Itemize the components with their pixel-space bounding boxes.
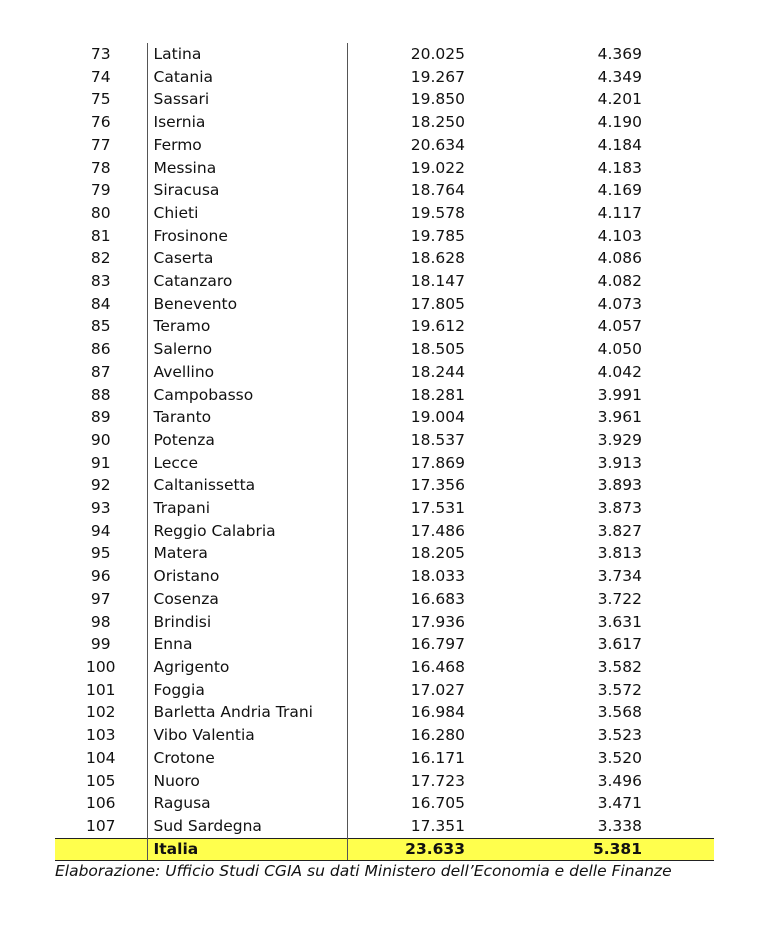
value1-cell: 20.634 [410,135,465,154]
table-row [55,565,714,588]
province-cell: Caserta [147,247,347,270]
rank-cell: 73 [55,43,147,66]
province-cell: Isernia [147,111,347,134]
rank-cell: 90 [55,429,147,452]
rank-cell: 78 [55,157,147,180]
value2-cell: 4.183 [597,158,642,177]
table-row [55,361,714,384]
table-row [55,770,714,793]
province-cell: Teramo [147,315,347,338]
province-cell: Nuoro [147,770,347,793]
rank-cell: 98 [55,611,147,634]
rank-cell: 82 [55,247,147,270]
table-row [55,88,714,111]
value1-cell: 17.486 [410,521,465,540]
table-row [55,474,714,497]
value2-cell: 3.338 [597,816,642,835]
table-row [55,157,714,180]
value2-cell: 4.073 [597,294,642,313]
value2-cell: 3.520 [597,748,642,767]
rank-cell: 96 [55,565,147,588]
rank-cell: 80 [55,202,147,225]
table-row [55,270,714,293]
value1-cell: 20.025 [410,45,465,63]
table-row [55,315,714,338]
value1-cell: 19.004 [410,408,465,427]
table-row [55,815,714,838]
rank-cell: 106 [55,792,147,815]
value2-cell: 4.057 [597,317,642,336]
province-cell: Campobasso [147,384,347,407]
province-cell: Matera [147,542,347,565]
province-cell: Trapani [147,497,347,520]
province-cell: Ragusa [147,792,347,815]
total-value1: 23.633 [347,838,529,860]
rank-cell: 87 [55,361,147,384]
value1-cell: 18.244 [410,362,465,381]
rank-cell: 105 [55,770,147,793]
rank-cell: 103 [55,724,147,747]
province-cell: Barletta Andria Trani [147,701,347,724]
rank-cell: 101 [55,679,147,702]
value2-cell: 3.913 [597,453,642,472]
table-row [55,111,714,134]
rank-cell: 104 [55,747,147,770]
table-row [55,338,714,361]
value2-cell: 3.722 [597,589,642,608]
province-cell: Avellino [147,361,347,384]
total-value2: 5.381 [529,838,714,860]
rank-cell: 95 [55,542,147,565]
table-row [55,611,714,634]
value2-cell: 3.523 [597,726,642,745]
value2-cell: 4.086 [597,249,642,268]
value2-cell: 3.961 [597,408,642,427]
rank-cell: 92 [55,474,147,497]
province-cell: Siracusa [147,179,347,202]
table-row [55,429,714,452]
rank-cell: 97 [55,588,147,611]
table-row [55,66,714,89]
table-row [55,633,714,656]
value2-cell: 3.582 [597,657,642,676]
value2-cell: 3.617 [597,635,642,654]
value1-cell: 16.468 [410,657,465,676]
value1-cell: 18.033 [410,567,465,586]
value2-cell: 4.042 [597,362,642,381]
table-row [55,701,714,724]
ranking-table [55,43,714,861]
province-cell: Sassari [147,88,347,111]
table-row [55,293,714,316]
province-cell: Chieti [147,202,347,225]
province-cell: Oristano [147,565,347,588]
value2-cell: 3.873 [597,499,642,518]
rank-cell: 102 [55,701,147,724]
rank-cell: 79 [55,179,147,202]
value1-cell: 19.578 [410,203,465,222]
total-row [55,838,714,860]
value2-cell: 4.190 [597,113,642,132]
total-rank-cell [55,838,147,860]
value1-cell: 16.984 [410,703,465,722]
province-cell: Reggio Calabria [147,520,347,543]
province-cell: Potenza [147,429,347,452]
value2-cell: 3.496 [597,771,642,790]
value2-cell: 3.929 [597,430,642,449]
value1-cell: 18.205 [410,544,465,563]
rank-cell: 75 [55,88,147,111]
rank-cell: 100 [55,656,147,679]
value2-cell: 3.572 [597,680,642,699]
table-row [55,225,714,248]
table-row [55,43,714,66]
province-cell: Catanzaro [147,270,347,293]
value2-cell: 3.991 [597,385,642,404]
table-row [55,792,714,815]
province-cell: Caltanissetta [147,474,347,497]
value1-cell: 17.723 [410,771,465,790]
value1-cell: 17.531 [410,499,465,518]
rank-cell: 84 [55,293,147,316]
province-cell: Cosenza [147,588,347,611]
value1-cell: 17.936 [410,612,465,631]
rank-cell: 77 [55,134,147,157]
value2-cell: 4.369 [597,45,642,63]
rank-cell: 93 [55,497,147,520]
rank-cell: 74 [55,66,147,89]
value2-cell: 3.734 [597,567,642,586]
value1-cell: 17.351 [410,816,465,835]
value2-cell: 4.103 [597,226,642,245]
table-row [55,134,714,157]
value2-cell: 3.631 [597,612,642,631]
value1-cell: 17.027 [410,680,465,699]
rank-cell: 81 [55,225,147,248]
table-row [55,520,714,543]
value2-cell: 4.050 [597,340,642,359]
value2-cell: 3.568 [597,703,642,722]
value1-cell: 19.022 [410,158,465,177]
value2-cell: 4.117 [597,203,642,222]
value2-cell: 3.893 [597,476,642,495]
value1-cell: 16.797 [410,635,465,654]
value1-cell: 18.250 [410,113,465,132]
value2-cell: 3.813 [597,544,642,563]
rank-cell: 91 [55,452,147,475]
table-row [55,202,714,225]
province-cell: Lecce [147,452,347,475]
rank-cell: 89 [55,406,147,429]
province-cell: Catania [147,66,347,89]
table-row [55,406,714,429]
value1-cell: 16.280 [410,726,465,745]
source-note: Elaborazione: Ufficio Studi CGIA su dati Ministero dell’Economia e delle Finanze [55,862,672,880]
table-row [55,679,714,702]
table-row [55,384,714,407]
value1-cell: 17.805 [410,294,465,313]
value1-cell: 18.281 [410,385,465,404]
value1-cell: 19.612 [410,317,465,336]
rank-cell: 88 [55,384,147,407]
rank-cell: 83 [55,270,147,293]
table-row [55,747,714,770]
table-row [55,724,714,747]
value2-cell: 4.082 [597,272,642,291]
value2-cell: 4.184 [597,135,642,154]
value1-cell: 18.505 [410,340,465,359]
province-cell: Brindisi [147,611,347,634]
rank-cell: 85 [55,315,147,338]
ranking-table-body [55,43,714,860]
province-cell: Crotone [147,747,347,770]
province-cell: Benevento [147,293,347,316]
rank-cell: 107 [55,815,147,838]
province-cell: Frosinone [147,225,347,248]
total-label: Italia [147,838,347,860]
province-cell: Latina [147,43,347,66]
rank-cell: 94 [55,520,147,543]
table-row [55,247,714,270]
table-row [55,656,714,679]
value2-cell: 4.201 [597,90,642,109]
province-cell: Salerno [147,338,347,361]
value1-cell: 19.850 [410,90,465,109]
province-cell: Agrigento [147,656,347,679]
value1-cell: 19.785 [410,226,465,245]
rank-cell: 99 [55,633,147,656]
value1-cell: 16.171 [410,748,465,767]
table-row [55,497,714,520]
province-cell: Fermo [147,134,347,157]
ranking-table-container [55,43,714,861]
value2-cell: 4.169 [597,181,642,200]
value2-cell: 3.827 [597,521,642,540]
rank-cell: 76 [55,111,147,134]
value2-cell: 3.471 [597,794,642,813]
value1-cell: 16.705 [410,794,465,813]
table-row [55,542,714,565]
value1-cell: 18.764 [410,181,465,200]
table-row [55,179,714,202]
value1-cell: 18.147 [410,272,465,291]
value2-cell: 4.349 [597,67,642,86]
province-cell: Messina [147,157,347,180]
value1-cell: 18.537 [410,430,465,449]
province-cell: Vibo Valentia [147,724,347,747]
value1-cell: 19.267 [410,67,465,86]
province-cell: Foggia [147,679,347,702]
table-row [55,452,714,475]
value1-cell: 17.356 [410,476,465,495]
value1-cell: 18.628 [410,249,465,268]
value1-cell: 16.683 [410,589,465,608]
rank-cell: 86 [55,338,147,361]
value1-cell: 17.869 [410,453,465,472]
table-row [55,588,714,611]
province-cell: Taranto [147,406,347,429]
province-cell: Enna [147,633,347,656]
province-cell: Sud Sardegna [147,815,347,838]
